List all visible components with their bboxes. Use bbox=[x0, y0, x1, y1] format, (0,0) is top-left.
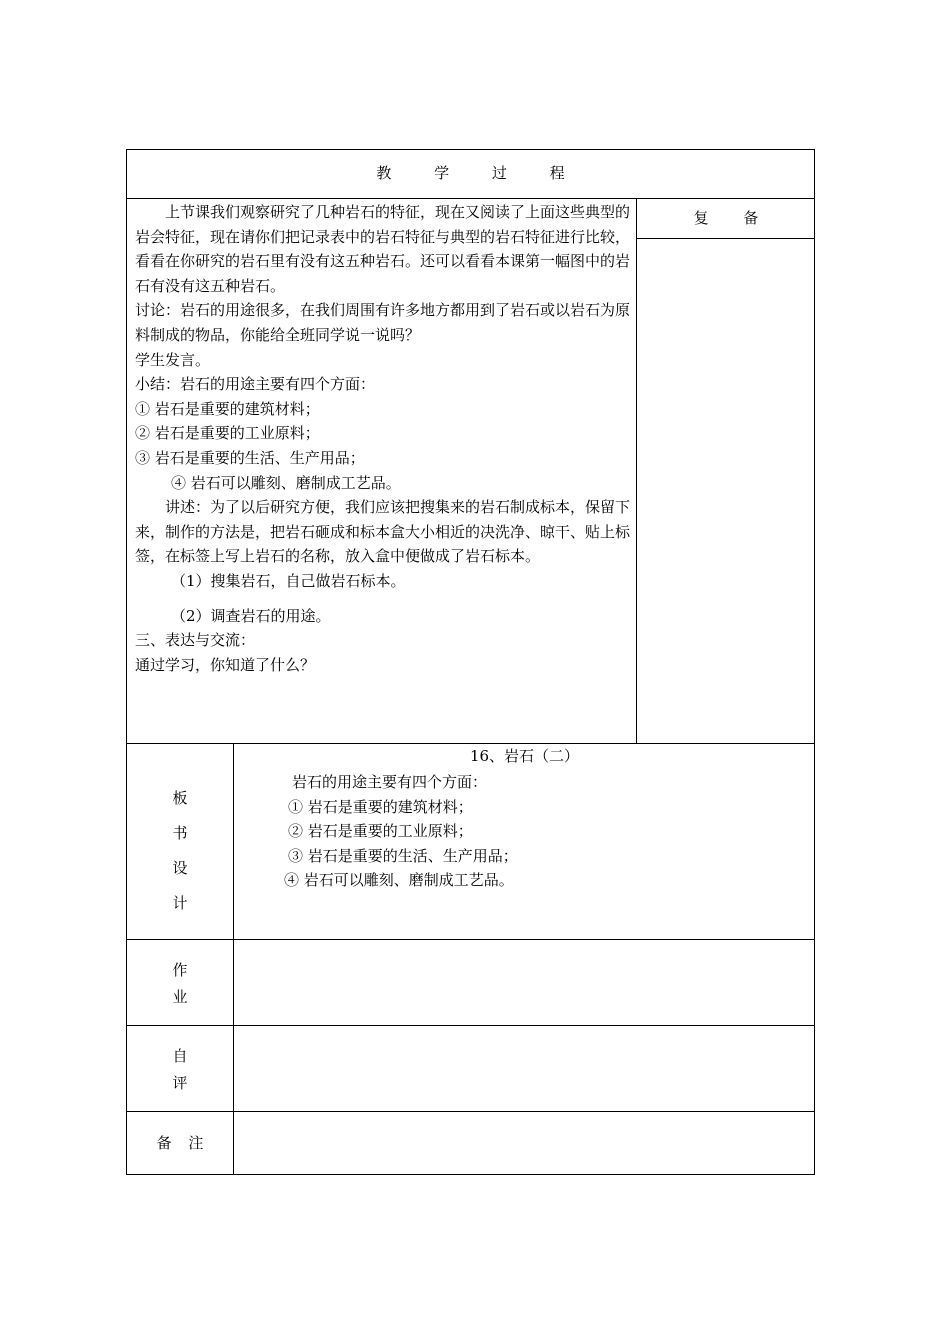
board-label-char-4: 计 bbox=[172, 894, 188, 912]
table-border-left bbox=[126, 149, 127, 1175]
question-what-learned: 通过学习，你知道了什么？ bbox=[135, 655, 316, 674]
board-label-char-2: 书 bbox=[172, 824, 188, 842]
divider-under-board bbox=[126, 939, 815, 940]
table-border-bottom bbox=[126, 1174, 815, 1175]
board-line-2: ② 岩石是重要的工业原料； bbox=[288, 822, 473, 840]
paragraph-summary: 小结：岩石的用途主要有四个方面： bbox=[135, 375, 376, 394]
summary-item-4: ④ 岩石可以雕刻、磨制成工艺品。 bbox=[171, 473, 401, 492]
task-item-2: （2）调查岩石的用途。 bbox=[171, 606, 331, 625]
self-eval-label-char-1: 自 bbox=[172, 1047, 188, 1065]
homework-label-char-1: 作 bbox=[172, 961, 188, 979]
remarks-label bbox=[126, 1112, 234, 1174]
section-title bbox=[126, 149, 815, 198]
board-design-label bbox=[126, 781, 234, 921]
summary-item-3: ③ 岩石是重要的生活、生产用品； bbox=[135, 448, 365, 467]
paragraph-intro: 上节课我们观察研究了几种岩石的特征，现在又阅读了上面这些典型的岩会特征，现在请你们把记录表中的岩石特征与典型的岩石特征进行比较，看看在你研究的岩石里有没有这五种岩石。还可以看看本课第一幅图中的岩石有没有这五种岩石。 bbox=[135, 203, 631, 295]
review-column-title: 复 备 bbox=[693, 209, 759, 227]
paragraph-explanation: 讲述：为了以后研究方便，我们应该把搜集来的岩石制成标本，保留下来，制作的方法是，把岩石砸成和标本盒大小相近的决洗净、晾干、贴上标签，在标签上写上岩石的名称，放入盒中便做成了岩石标本。 bbox=[135, 498, 631, 566]
board-label-char-3: 设 bbox=[172, 859, 188, 877]
paragraph-discussion: 讨论：岩石的用途很多，在我们周围有许多地方都用到了岩石或以岩石为原料制成的物品，你能给全班同学说一说吗？ bbox=[135, 301, 631, 344]
section-expression: 三、表达与交流： bbox=[135, 631, 256, 650]
section-title-text: 教 学 过 程 bbox=[376, 164, 565, 182]
summary-item-2: ② 岩石是重要的工业原料； bbox=[135, 424, 320, 443]
table-border-right bbox=[814, 149, 815, 1175]
board-line-4: ④ 岩石可以雕刻、磨制成工艺品。 bbox=[284, 871, 514, 889]
board-line-3: ③ 岩石是重要的生活、生产用品； bbox=[288, 846, 518, 865]
homework-label-char-2: 业 bbox=[172, 988, 188, 1006]
self-eval-label-char-2: 评 bbox=[172, 1074, 188, 1092]
homework-label bbox=[126, 957, 234, 1011]
task-item-1: （1）搜集岩石，自己做岩石标本。 bbox=[171, 571, 406, 590]
paragraph-student-speech: 学生发言。 bbox=[135, 350, 211, 369]
board-content bbox=[284, 770, 518, 893]
summary-item-1: ① 岩石是重要的建筑材料； bbox=[135, 399, 320, 418]
divider-under-homework bbox=[126, 1025, 815, 1026]
teaching-process-content bbox=[135, 200, 631, 677]
divider-main-side bbox=[636, 198, 637, 743]
board-line-1: ① 岩石是重要的建筑材料； bbox=[288, 797, 473, 816]
board-label-char-1: 板 bbox=[172, 789, 188, 807]
self-evaluation-label bbox=[126, 1043, 234, 1097]
remarks-label-text: 备 注 bbox=[156, 1134, 204, 1152]
lesson-plan-table bbox=[126, 149, 815, 1175]
review-column-header bbox=[637, 198, 815, 238]
divider-side-head bbox=[636, 238, 815, 239]
board-line-heading: 岩石的用途主要有四个方面： bbox=[292, 773, 488, 791]
board-title: 16、岩石（二） bbox=[469, 747, 580, 765]
divider-under-main bbox=[126, 743, 815, 744]
